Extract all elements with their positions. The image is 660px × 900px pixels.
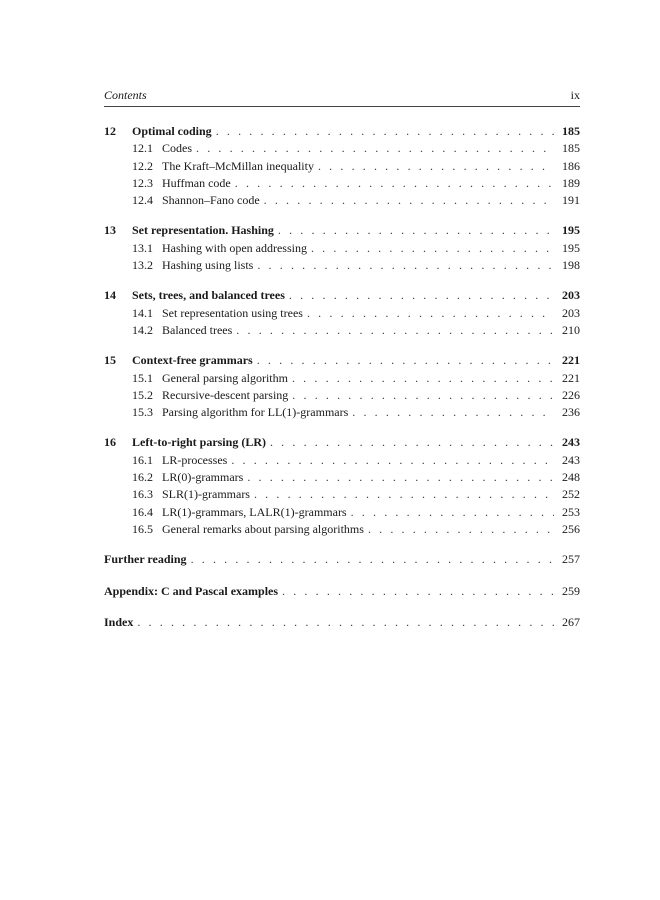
entry-page-number: 203: [562, 288, 580, 303]
entry-number: 15.2: [132, 387, 153, 402]
section-entry[interactable]: [104, 240, 580, 257]
section-entry[interactable]: [104, 404, 580, 421]
back-matter-entry[interactable]: [104, 583, 580, 600]
dot-leader: [236, 322, 554, 339]
section-entry[interactable]: [104, 305, 580, 322]
entry-page-number: 243: [562, 452, 580, 467]
entry-page-number: 248: [562, 470, 580, 485]
entry-number: 12.4: [132, 193, 153, 208]
chapter-entry[interactable]: [104, 434, 580, 451]
dot-leader: [264, 192, 554, 209]
entry-number: 15.3: [132, 405, 153, 420]
entry-number: 16.5: [132, 521, 153, 536]
entry-number: 12.2: [132, 158, 153, 173]
dot-leader: [307, 305, 554, 322]
section-entry[interactable]: [104, 140, 580, 157]
section-entry[interactable]: [104, 175, 580, 192]
entry-title: Left-to-right parsing (LR): [132, 435, 266, 450]
entry-title: The Kraft–McMillan inequality: [162, 158, 314, 173]
entry-page-number: 186: [562, 158, 580, 173]
entry-page-number: 253: [562, 504, 580, 519]
entry-page-number: 256: [562, 521, 580, 536]
entry-number: 13.2: [132, 258, 153, 273]
section-entry[interactable]: [104, 521, 580, 538]
section-entry[interactable]: [104, 469, 580, 486]
dot-leader: [247, 469, 554, 486]
section-entry[interactable]: [104, 257, 580, 274]
back-matter-block: [104, 551, 580, 568]
entry-number: 14: [104, 288, 116, 303]
section-entry[interactable]: [104, 387, 580, 404]
entry-title: Parsing algorithm for LL(1)-grammars: [162, 405, 349, 420]
entry-page-number: 198: [562, 258, 580, 273]
back-matter-entry[interactable]: [104, 551, 580, 568]
entry-page-number: 267: [562, 614, 580, 629]
entry-title: Balanced trees: [162, 322, 233, 337]
dot-leader: [137, 614, 554, 631]
dot-leader: [257, 352, 554, 369]
entry-number: 13: [104, 223, 116, 238]
section-entry[interactable]: [104, 504, 580, 521]
entry-title: LR(1)-grammars, LALR(1)-grammars: [162, 504, 347, 519]
entry-page-number: 243: [562, 435, 580, 450]
entry-number: 16.4: [132, 504, 153, 519]
chapter-block: [104, 222, 580, 274]
entry-title: Hashing using lists: [162, 258, 254, 273]
dot-leader: [196, 140, 554, 157]
entry-page-number: 259: [562, 583, 580, 598]
entry-number: 14.2: [132, 322, 153, 337]
dot-leader: [235, 175, 554, 192]
table-of-contents: [104, 123, 580, 645]
entry-title: Codes: [162, 141, 192, 156]
entry-page-number: 252: [562, 487, 580, 502]
entry-page-number: 191: [562, 193, 580, 208]
running-head: [104, 86, 580, 107]
section-entry[interactable]: [104, 322, 580, 339]
dot-leader: [289, 287, 554, 304]
back-matter-entry[interactable]: [104, 614, 580, 631]
dot-leader: [368, 521, 554, 538]
entry-number: 14.1: [132, 305, 153, 320]
entry-page-number: 236: [562, 405, 580, 420]
entry-number: 13.1: [132, 240, 153, 255]
entry-page-number: 210: [562, 322, 580, 337]
chapter-block: [104, 434, 580, 538]
entry-title: Recursive-descent parsing: [162, 387, 289, 402]
dot-leader: [282, 583, 554, 600]
dot-leader: [318, 158, 554, 175]
entry-title: LR(0)-grammars: [162, 470, 244, 485]
dot-leader: [231, 452, 554, 469]
section-entry[interactable]: [104, 158, 580, 175]
dot-leader: [257, 257, 554, 274]
dot-leader: [292, 370, 554, 387]
dot-leader: [351, 504, 554, 521]
entry-page-number: 195: [562, 223, 580, 238]
entry-title: Huffman code: [162, 175, 231, 190]
section-entry[interactable]: [104, 370, 580, 387]
chapter-entry[interactable]: [104, 222, 580, 239]
entry-page-number: 221: [562, 370, 580, 385]
back-matter-block: [104, 583, 580, 600]
entry-number: 15: [104, 353, 116, 368]
section-entry[interactable]: [104, 192, 580, 209]
back-matter-block: [104, 614, 580, 631]
entry-title: Shannon–Fano code: [162, 193, 260, 208]
chapter-entry[interactable]: [104, 123, 580, 140]
section-entry[interactable]: [104, 452, 580, 469]
entry-title: LR-processes: [162, 452, 228, 467]
entry-number: 12.3: [132, 175, 153, 190]
entry-title: Sets, trees, and balanced trees: [132, 288, 285, 303]
dot-leader: [278, 222, 554, 239]
chapter-entry[interactable]: [104, 352, 580, 369]
entry-title: Set representation. Hashing: [132, 223, 274, 238]
entry-title: Set representation using trees: [162, 305, 303, 320]
dot-leader: [292, 387, 554, 404]
dot-leader: [311, 240, 554, 257]
page-number: ix: [570, 88, 580, 102]
entry-number: 16.2: [132, 470, 153, 485]
dot-leader: [216, 123, 554, 140]
entry-number: 12.1: [132, 141, 153, 156]
chapter-block: [104, 287, 580, 339]
entry-number: 12: [104, 124, 116, 138]
chapter-entry[interactable]: [104, 287, 580, 304]
entry-title: Optimal coding: [132, 124, 212, 138]
entry-title: Further reading: [104, 552, 187, 567]
entry-title: Index: [104, 614, 134, 629]
entry-title: Appendix: C and Pascal examples: [104, 583, 279, 598]
entry-number: 16: [104, 435, 116, 450]
entry-page-number: 195: [562, 240, 580, 255]
entry-title: General remarks about parsing algorithms: [162, 521, 364, 536]
entry-title: SLR(1)-grammars: [162, 487, 250, 502]
entry-page-number: 185: [562, 124, 580, 138]
dot-leader: [352, 404, 554, 421]
entry-page-number: 203: [562, 305, 580, 320]
dot-leader: [270, 434, 554, 451]
entry-number: 16.3: [132, 487, 153, 502]
entry-page-number: 221: [562, 353, 580, 368]
entry-page-number: 226: [562, 387, 580, 402]
dot-leader: [254, 486, 554, 503]
chapter-block: [104, 123, 580, 209]
entry-number: 16.1: [132, 452, 153, 467]
running-head-title: Contents: [104, 88, 147, 102]
entry-title: Context-free grammars: [132, 353, 253, 368]
entry-page-number: 189: [562, 175, 580, 190]
entry-title: General parsing algorithm: [162, 370, 288, 385]
entry-page-number: 257: [562, 552, 580, 567]
entry-title: Hashing with open addressing: [162, 240, 307, 255]
chapter-block: [104, 352, 580, 421]
section-entry[interactable]: [104, 486, 580, 503]
entry-number: 15.1: [132, 370, 153, 385]
dot-leader: [191, 551, 554, 568]
entry-page-number: 185: [562, 141, 580, 156]
